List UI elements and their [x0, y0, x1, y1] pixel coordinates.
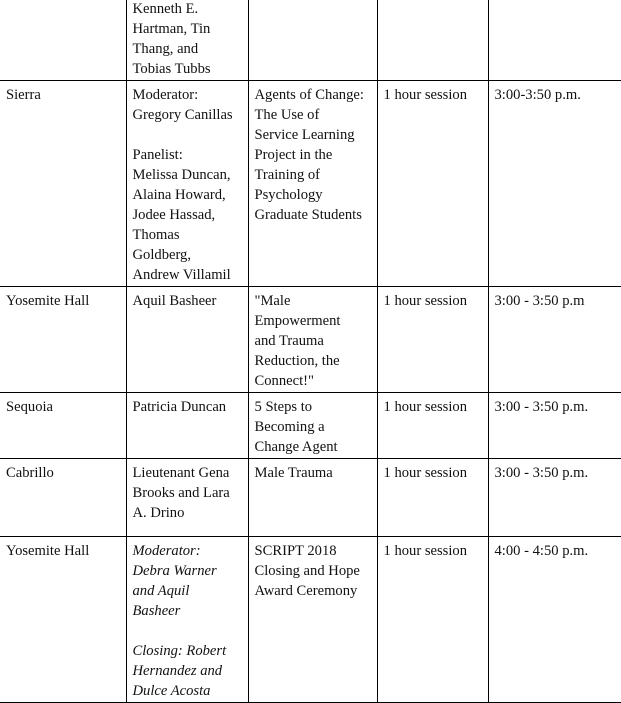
- title-cell: SCRIPT 2018 Closing and Hope Award Ceremony: [248, 537, 377, 703]
- table-row: [0, 81, 621, 287]
- room-cell: [0, 0, 126, 81]
- presenter-cell: Moderator: Debra Warner and Aquil Basheer Closing: Robert Hernandez and Dulce Acosta: [126, 537, 248, 703]
- room-cell: Cabrillo: [0, 459, 126, 537]
- time-cell: 3:00 - 3:50 p.m.: [488, 393, 621, 459]
- presenter-cell: Moderator: Gregory Canillas Panelist: Melissa Duncan, Alaina Howard, Jodee Hassad, Thomas Goldberg, Andrew Villamil: [126, 81, 248, 287]
- title-cell: Male Trauma: [248, 459, 377, 537]
- title-cell: [248, 0, 377, 81]
- title-cell: Agents of Change: The Use of Service Learning Project in the Training of Psychology Graduate Students: [248, 81, 377, 287]
- presenter-cell: Kenneth E. Hartman, Tin Thang, and Tobias Tubbs: [126, 0, 248, 81]
- time-cell: 3:00 - 3:50 p.m.: [488, 459, 621, 537]
- room-cell: Yosemite Hall: [0, 287, 126, 393]
- time-cell: [488, 0, 621, 81]
- presenter-cell: Patricia Duncan: [126, 393, 248, 459]
- table-row: [0, 393, 621, 459]
- length-cell: 1 hour session: [377, 81, 488, 287]
- table-row: [0, 0, 621, 81]
- presenter-cell: Aquil Basheer: [126, 287, 248, 393]
- title-cell: 5 Steps to Becoming a Change Agent: [248, 393, 377, 459]
- room-cell: Sequoia: [0, 393, 126, 459]
- length-cell: 1 hour session: [377, 393, 488, 459]
- table-row: [0, 287, 621, 393]
- length-cell: 1 hour session: [377, 287, 488, 393]
- table-row: [0, 459, 621, 537]
- room-cell: Sierra: [0, 81, 126, 287]
- length-cell: [377, 0, 488, 81]
- time-cell: 3:00-3:50 p.m.: [488, 81, 621, 287]
- length-cell: 1 hour session: [377, 459, 488, 537]
- room-cell: Yosemite Hall: [0, 537, 126, 703]
- title-cell: "Male Empowerment and Trauma Reduction, the Connect!": [248, 287, 377, 393]
- table-row: [0, 537, 621, 703]
- presenter-cell: Lieutenant Gena Brooks and Lara A. Drino: [126, 459, 248, 537]
- time-cell: 3:00 - 3:50 p.m: [488, 287, 621, 393]
- time-cell: 4:00 - 4:50 p.m.: [488, 537, 621, 703]
- length-cell: 1 hour session: [377, 537, 488, 703]
